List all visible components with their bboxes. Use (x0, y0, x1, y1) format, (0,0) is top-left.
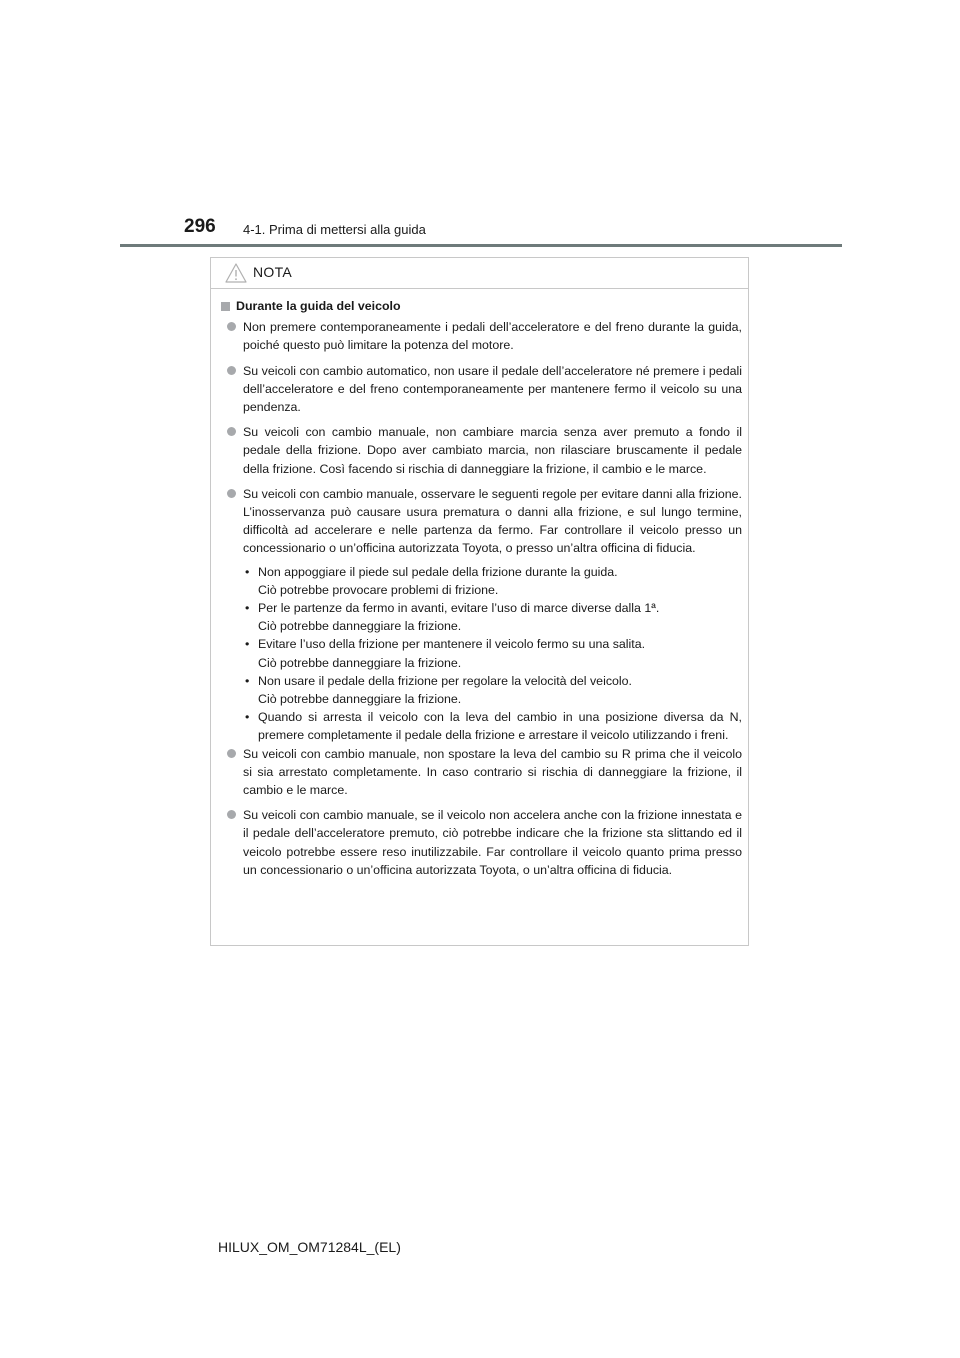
sub-bullet-text: Evitare l’uso della frizione per mantenere il veicolo fermo su una salita. (258, 637, 646, 652)
bullet-text: Su veicoli con cambio manuale, osservare le seguenti regole per evitare danni alla frizione. L’inosservanza può causare usura prematura o danni alla frizione, e sul lungo termine, difficoltà ad accelerare e nelle partenza da fermo. Far controllare il veicolo presso un concessionario o un’officina autorizzata Toyota, o presso un’altra officina di fiducia. (243, 486, 742, 556)
bullet-text: Non premere contemporaneamente i pedali dell’acceleratore e del freno durante la guida, poiché questo può limitare la potenza del motore. (243, 320, 742, 353)
sub-bullet-item (243, 563, 742, 599)
bullet-text: Su veicoli con cambio automatico, non usare il pedale dell’acceleratore né premere i pedali dell’acceleratore e del freno contemporaneamente per mantenere fermo il veicolo su una pendenza. (243, 363, 742, 415)
sub-bullet-item (243, 635, 742, 671)
nota-box (210, 257, 749, 946)
bullet-item (217, 318, 742, 354)
bullet-text: Su veicoli con cambio manuale, se il veicolo non accelera anche con la frizione innestata e il pedale dell’acceleratore premuto, ciò potrebbe indicare che la frizione sta slittando ed il veicolo potrebbe essere reso inutilizzabile. Far controllare il veicolo quanto prima presso un concessionario o un’officina autorizzata Toyota, o un’altra officina di fiducia. (243, 808, 742, 877)
bullet-text: Su veicoli con cambio manuale, non cambiare marcia senza aver premuto a fondo il pedale della frizione. Dopo aver cambiato marcia, non rilasciare bruscamente il pedale della frizione. Così facendo si rischia di danneggiare la frizione, il cambio e le marce. (243, 425, 742, 476)
bullet-item (217, 806, 742, 879)
subheading-text: Durante la guida del veicolo (236, 299, 401, 313)
bullet-item (217, 745, 742, 800)
square-bullet-icon (221, 302, 230, 311)
sub-bullet-text: Non usare il pedale della frizione per regolare la velocità del veicolo. (258, 673, 633, 688)
document-code: HILUX_OM_OM71284L_(EL) (218, 1239, 401, 1255)
section-title: 4-1. Prima di mettersi alla guida (243, 222, 426, 237)
sub-bullet-note: Ciò potrebbe provocare problemi di frizione. (258, 582, 499, 597)
bullet-item (217, 423, 742, 478)
warning-triangle-icon (225, 263, 247, 283)
header-rule (120, 244, 842, 247)
sub-bullet-item (243, 708, 742, 744)
sub-bullet-note: Ciò potrebbe danneggiare la frizione. (258, 619, 462, 634)
sub-bullet-item (243, 599, 742, 635)
sub-bullet-item (243, 672, 742, 708)
bullet-item (217, 485, 742, 558)
sub-bullet-note: Ciò potrebbe danneggiare la frizione. (258, 692, 462, 707)
bullet-item (217, 362, 742, 417)
nota-content (211, 289, 748, 879)
sub-bullet-text: Quando si arresta il veicolo con la leva del cambio in una posizione diversa da N, premere completamente il pedale della frizione e arrestare il veicolo utilizzando i freni. (258, 710, 742, 743)
sub-bullet-text: Non appoggiare il piede sul pedale della frizione durante la guida. (258, 564, 618, 579)
circle-bullet-icon (227, 322, 236, 331)
nota-header (211, 258, 748, 289)
circle-bullet-icon (227, 489, 236, 498)
sub-bullet-note: Ciò potrebbe danneggiare la frizione. (258, 655, 462, 670)
nota-label: NOTA (253, 264, 293, 280)
circle-bullet-icon (227, 427, 236, 436)
sub-bullet-list (243, 563, 742, 745)
circle-bullet-icon (227, 810, 236, 819)
circle-bullet-icon (227, 749, 236, 758)
page-number: 296 (184, 216, 216, 237)
circle-bullet-icon (227, 366, 236, 375)
sub-bullet-text: Per le partenze da fermo in avanti, evitare l’uso di marce diverse dalla 1ª. (258, 601, 660, 616)
bullet-text: Su veicoli con cambio manuale, non spostare la leva del cambio su R prima che il veicolo si sia arrestato completamente. In caso contrario si rischia di danneggiare la frizione, il cambio e le marce. (243, 746, 742, 798)
subheading (217, 297, 742, 315)
